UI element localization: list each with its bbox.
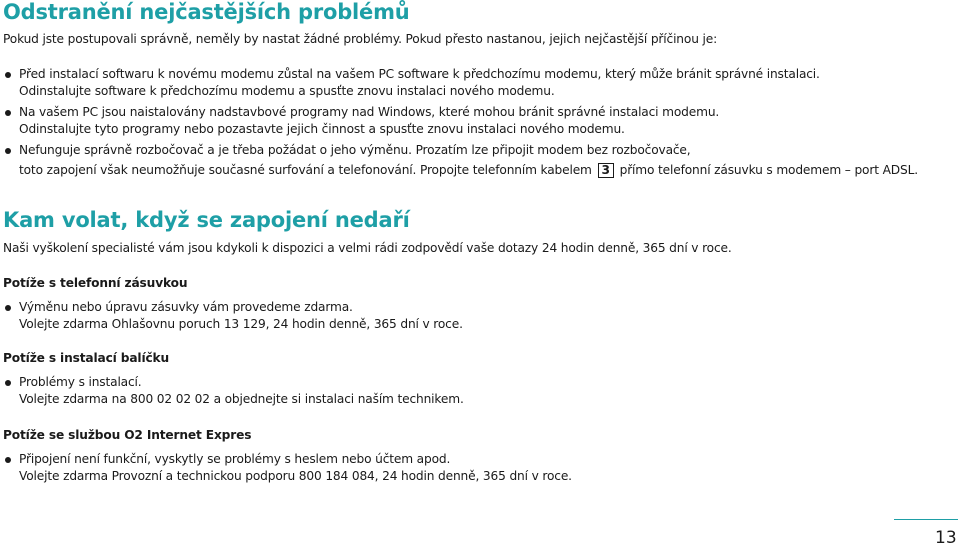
- group-3-line-2: Volejte zdarma Provozní a technickou podporu 800 184 084, 24 hodin denně, 365 dní v roce.: [19, 469, 572, 483]
- group-heading-socket: Potíže s telefonní zásuvkou: [3, 276, 188, 290]
- group-2-line-1: Problémy s instalací.: [19, 375, 142, 389]
- bullet-1-line-2: Odinstalujte software k předchozímu modemu a spusťte znovu instalaci nového modemu.: [19, 84, 555, 98]
- bullet-1-line-1: Před instalací softwaru k novému modemu zůstal na vašem PC software k předchozímu modemu, který může bránit správné instalaci.: [19, 67, 820, 81]
- section-title-contact: Kam volat, když se zapojení nedaří: [3, 208, 410, 232]
- bullet-3-line-2: [19, 162, 918, 178]
- group-heading-installation: Potíže s instalací balíčku: [3, 351, 170, 365]
- cable-number-badge: 3: [598, 163, 614, 178]
- group-1-line-2: Volejte zdarma Ohlašovnu poruch 13 129, 24 hodin denně, 365 dní v roce.: [19, 317, 463, 331]
- bullet-icon: [5, 148, 11, 154]
- bullet-icon: [5, 305, 11, 311]
- group-2-line-2: Volejte zdarma na 800 02 02 02 a objednejte si instalaci naším technikem.: [19, 392, 464, 406]
- bullet-3-line-1: Nefunguje správně rozbočovač a je třeba požádat o jeho výměnu. Prozatím lze připojit modem bez rozbočovače,: [19, 143, 691, 157]
- troubleshooting-intro: Pokud jste postupovali správně, neměly by nastat žádné problémy. Pokud přesto nastanou, jejich nejčastější příčinou je:: [3, 32, 718, 46]
- section-title-troubleshooting: Odstranění nejčastějších problémů: [3, 0, 410, 24]
- page-number: 13: [935, 528, 957, 548]
- bullet-icon: [5, 457, 11, 463]
- bullet-3-line-2-before: toto zapojení však neumožňuje současné surfování a telefonování. Propojte telefonním kabelem: [19, 163, 592, 177]
- group-3-line-1: Připojení není funkční, vyskytly se problémy s heslem nebo účtem apod.: [19, 452, 451, 466]
- footer-divider: [894, 519, 958, 520]
- contact-intro: Naši vyškolení specialisté vám jsou kdykoli k dispozici a velmi rádi zodpovědí vaše dotazy 24 hodin denně, 365 dní v roce.: [3, 241, 732, 255]
- bullet-2-line-2: Odinstalujte tyto programy nebo pozastavte jejich činnost a spusťte znovu instalaci nového modemu.: [19, 122, 625, 136]
- bullet-2-line-1: Na vašem PC jsou naistalovány nadstavbové programy nad Windows, které mohou bránit správné instalaci modemu.: [19, 105, 720, 119]
- group-heading-service: Potíže se službou O2 Internet Expres: [3, 428, 252, 442]
- bullet-icon: [5, 110, 11, 116]
- bullet-icon: [5, 72, 11, 78]
- group-1-line-1: Výměnu nebo úpravu zásuvky vám provedeme zdarma.: [19, 300, 353, 314]
- bullet-3-line-2-after: přímo telefonní zásuvku s modemem – port ADSL.: [619, 163, 918, 177]
- bullet-icon: [5, 380, 11, 386]
